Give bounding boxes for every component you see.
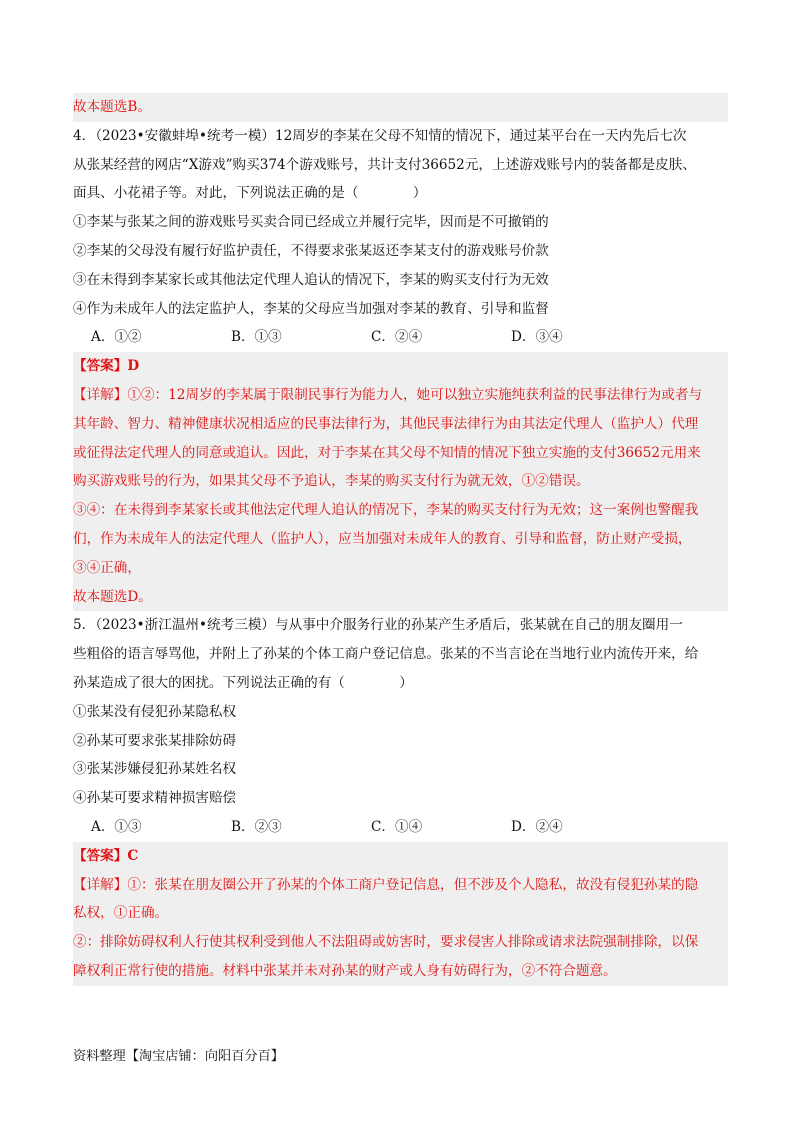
- q5-statement-1: ①张某没有侵犯孙某隐私权: [73, 703, 237, 720]
- q4-answer: 【答案】D: [73, 358, 140, 375]
- q4-conclusion: 故本题选D。: [73, 588, 152, 605]
- q4-detail-5: ③④：在未得到李某家长或其他法定代理人追认的情况下，李某的购买支付行为无效；这一案例也警醒我: [73, 502, 699, 519]
- q4-detail-3: 或征得法定代理人的同意或追认。因此，对于李某在其父母不知情的情况下独立实施的支付36652元用来: [73, 444, 701, 461]
- q5-option-a: A．①③: [91, 818, 142, 835]
- q5-detail-3: ②：排除妨碍权利人行使其权利受到他人不法阻碍或妨害时，要求侵害人排除或请求法院强制排除，以保: [73, 934, 699, 951]
- q4-detail-4: 购买游戏账号的行为，如果其父母不予追认，李某的购买支付行为就无效，①②错误。: [73, 473, 590, 490]
- q5-line-2: 些粗俗的语言辱骂他，并附上了孙某的个体工商户登记信息。张某的不当言论在当地行业内流传开来，给: [73, 646, 699, 663]
- q5-option-d: D．②④: [511, 818, 563, 835]
- q4-detail-2: 其年龄、智力、精神健康状况相适应的民事法律行为，其他民事法律行为由其法定代理人（监护人）代理: [73, 415, 699, 432]
- q5-line-1: 5．（2023•浙江温州•统考三模）与从事中介服务行业的孙某产生矛盾后，张某就在自己的朋友圈用一: [73, 617, 683, 634]
- q4-option-a: A．①②: [91, 329, 142, 346]
- q4-statement-3: ③在未得到李某家长或其他法定代理人追认的情况下，李某的购买支付行为无效: [73, 271, 549, 288]
- q4-statement-4: ④作为未成年人的法定监护人，李某的父母应当加强对李某的教育、引导和监督: [73, 300, 549, 317]
- q4-line-1: 4．（2023•安徽蚌埠•统考一模）12周岁的李某在父母不知情的情况下，通过某平台在一天内先后七次: [73, 127, 687, 144]
- q5-solution-block: [73, 842, 728, 986]
- q4-option-c: C．②④: [371, 329, 423, 346]
- q4-detail-6: 们，作为未成年人的法定代理人（监护人），应当加强对未成年人的教育、引导和监督，防止财产受损，: [73, 530, 692, 547]
- q4-detail-1: 【详解】①②：12周岁的李某属于限制民事行为能力人，她可以独立实施纯获利益的民事法律行为或者与: [73, 386, 703, 403]
- footer-note: 资料整理【淘宝店铺：向阳百分百】: [73, 1049, 284, 1064]
- q4-statement-1: ①李某与张某之间的游戏账号买卖合同已经成立并履行完毕，因而是不可撤销的: [73, 214, 549, 231]
- q4-option-b: B．①③: [231, 329, 282, 346]
- q5-options: [73, 813, 728, 842]
- q5-statement-4: ④孙某可要求精神损害赔偿: [73, 790, 237, 807]
- question-5: [73, 611, 728, 985]
- q5-detail-4: 障权利正常行使的措施。材料中张某并未对孙某的财产或人身有妨碍行为，②不符合题意。: [73, 962, 617, 979]
- q4-options: [73, 323, 728, 352]
- q4-statement-2: ②李某的父母没有履行好监护责任，不得要求张某返还李某支付的游戏账号价款: [73, 242, 549, 259]
- q4-detail-7: ③④正确，: [73, 559, 141, 576]
- q4-option-d: D．③④: [511, 329, 563, 346]
- q5-statement-2: ②孙某可要求张某排除妨碍: [73, 732, 237, 749]
- q5-detail-1: 【详解】①：张某在朋友圈公开了孙某的个体工商户登记信息，但不涉及个人隐私，故没有侵犯孙某的隐: [73, 876, 699, 893]
- q5-detail-2: 私权，①正确。: [73, 905, 169, 922]
- q5-option-b: B．②③: [231, 818, 282, 835]
- q4-line-2: 从张某经营的网店“X游戏”购买374个游戏账号，共计支付36652元，上述游戏账号内的装备都是皮肤、: [73, 156, 696, 173]
- content: [73, 93, 728, 986]
- q4-solution-block: [73, 352, 728, 611]
- prev-conclusion: 故本题选B。: [73, 93, 728, 122]
- q5-line-3: 孙某造成了很大的困扰。下列说法正确的有（ ）: [73, 674, 413, 691]
- q4-line-3: 面具、小花裙子等。对此，下列说法正确的是（ ）: [73, 185, 427, 202]
- question-4: [73, 122, 728, 612]
- q5-answer: 【答案】C: [73, 847, 139, 864]
- q5-statement-3: ③张某涉嫌侵犯孙某姓名权: [73, 761, 237, 778]
- q5-option-c: C．①④: [371, 818, 423, 835]
